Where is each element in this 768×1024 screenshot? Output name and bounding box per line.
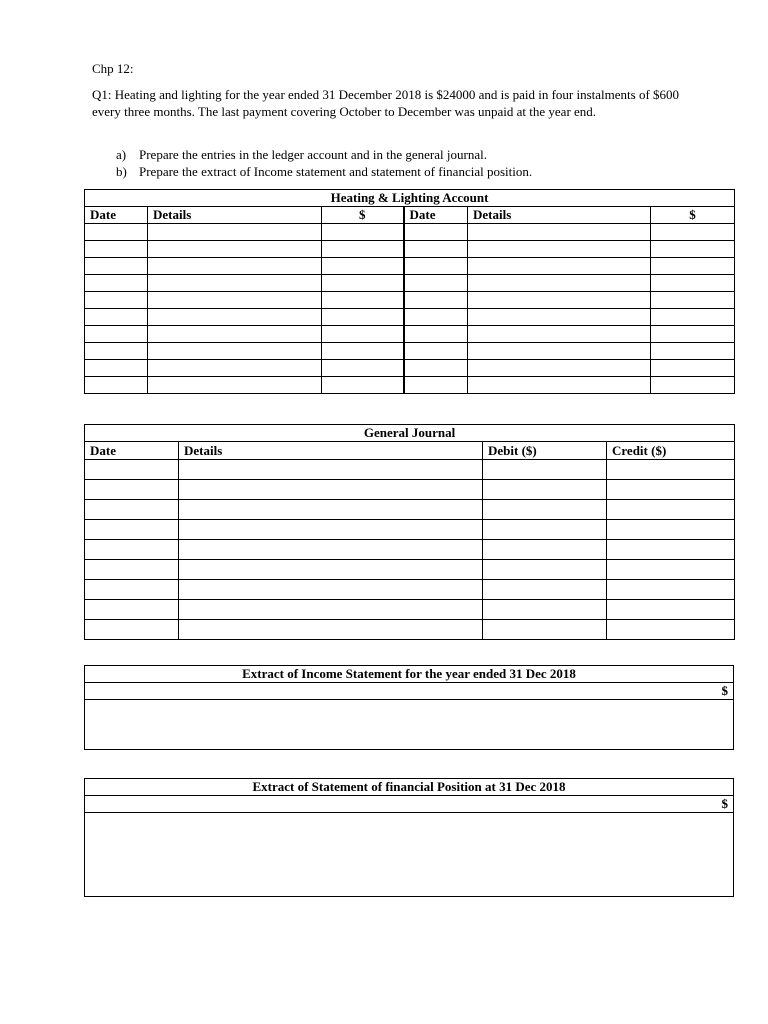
- ledger-cell: [651, 377, 735, 394]
- ledger-cell: [322, 292, 404, 309]
- journal-cell: [85, 580, 179, 600]
- ledger-cell: [468, 258, 651, 275]
- journal-row: [85, 560, 735, 580]
- ledger-cell: [651, 241, 735, 258]
- journal-cell: [607, 600, 735, 620]
- journal-row: [85, 600, 735, 620]
- ledger-cell: [322, 224, 404, 241]
- ledger-cell: [322, 309, 404, 326]
- ledger-row: [85, 292, 735, 309]
- ledger-cell: [85, 258, 148, 275]
- ledger-cell: [651, 343, 735, 360]
- journal-cell: [607, 460, 735, 480]
- ledger-cell: [85, 292, 148, 309]
- ledger-cell: [322, 275, 404, 292]
- journal-cell: [607, 580, 735, 600]
- ledger-cell: [148, 377, 322, 394]
- ledger-cell: [148, 309, 322, 326]
- journal-cell: [483, 580, 607, 600]
- ledger-cell: [322, 241, 404, 258]
- journal-cell: [607, 500, 735, 520]
- ledger-cell: [322, 377, 404, 394]
- ledger-cell: [404, 275, 468, 292]
- journal-row: [85, 580, 735, 600]
- journal-cell: [85, 460, 179, 480]
- journal-cell: [85, 540, 179, 560]
- ledger-cell: [85, 275, 148, 292]
- ledger-cell: [468, 241, 651, 258]
- ledger-cell: [404, 292, 468, 309]
- journal-cell: [607, 560, 735, 580]
- ledger-cell: [651, 292, 735, 309]
- ledger-cell: [85, 224, 148, 241]
- journal-header-details: Details: [179, 442, 483, 460]
- journal-cell: [483, 500, 607, 520]
- journal-cell: [607, 480, 735, 500]
- journal-cell: [483, 520, 607, 540]
- ledger-cell: [651, 258, 735, 275]
- income-extract-currency: $: [85, 683, 734, 700]
- ledger-header-date-debit: Date: [85, 207, 148, 224]
- journal-cell: [85, 520, 179, 540]
- journal-cell: [179, 620, 483, 640]
- income-statement-extract: [84, 665, 734, 750]
- ledger-row: [85, 275, 735, 292]
- ledger-cell: [404, 343, 468, 360]
- journal-cell: [85, 500, 179, 520]
- journal-cell: [85, 560, 179, 580]
- ledger-cell: [468, 360, 651, 377]
- ledger-cell: [651, 224, 735, 241]
- journal-row: [85, 540, 735, 560]
- journal-cell: [179, 600, 483, 620]
- journal-cell: [483, 620, 607, 640]
- position-extract-title: Extract of Statement of financial Position at 31 Dec 2018: [85, 779, 734, 796]
- ledger-cell: [85, 326, 148, 343]
- ledger-cell: [148, 343, 322, 360]
- question-text: Q1: Heating and lighting for the year ended 31 December 2018 is $24000 and is paid in four instalments of $600 every three months. The last payment covering October to December was unpaid at the year end.: [92, 87, 680, 119]
- ledger-cell: [468, 326, 651, 343]
- ledger-cell: [148, 224, 322, 241]
- financial-position-extract: [84, 778, 734, 897]
- journal-header-credit: Credit ($): [607, 442, 735, 460]
- ledger-cell: [148, 258, 322, 275]
- journal-title: General Journal: [85, 425, 735, 442]
- journal-cell: [179, 540, 483, 560]
- ledger-row: [85, 377, 735, 394]
- position-extract-body: [85, 813, 734, 897]
- ledger-cell: [468, 292, 651, 309]
- ledger-cell: [468, 377, 651, 394]
- ledger-cell: [651, 309, 735, 326]
- task-item-a: [116, 146, 487, 163]
- journal-cell: [179, 480, 483, 500]
- ledger-header-details-credit: Details: [468, 207, 651, 224]
- journal-cell: [179, 520, 483, 540]
- ledger-cell: [404, 241, 468, 258]
- ledger-cell: [651, 326, 735, 343]
- journal-cell: [483, 600, 607, 620]
- journal-cell: [607, 620, 735, 640]
- ledger-cell: [148, 326, 322, 343]
- ledger-row: [85, 343, 735, 360]
- ledger-cell: [404, 309, 468, 326]
- journal-row: [85, 620, 735, 640]
- ledger-cell: [404, 326, 468, 343]
- ledger-header-amount-credit: $: [651, 207, 735, 224]
- ledger-cell: [322, 360, 404, 377]
- ledger-cell: [468, 309, 651, 326]
- journal-cell: [483, 560, 607, 580]
- journal-row: [85, 500, 735, 520]
- journal-cell: [179, 580, 483, 600]
- ledger-header-row: [85, 207, 735, 224]
- ledger-cell: [85, 241, 148, 258]
- ledger-cell: [404, 360, 468, 377]
- journal-row: [85, 520, 735, 540]
- ledger-row: [85, 360, 735, 377]
- ledger-cell: [322, 258, 404, 275]
- ledger-row: [85, 224, 735, 241]
- ledger-row: [85, 241, 735, 258]
- ledger-account-table: [84, 189, 735, 394]
- ledger-cell: [85, 309, 148, 326]
- ledger-cell: [148, 241, 322, 258]
- journal-cell: [85, 620, 179, 640]
- ledger-cell: [468, 224, 651, 241]
- ledger-cell: [651, 275, 735, 292]
- ledger-cell: [404, 258, 468, 275]
- ledger-cell: [322, 343, 404, 360]
- journal-cell: [179, 500, 483, 520]
- ledger-cell: [148, 292, 322, 309]
- ledger-header-details-debit: Details: [148, 207, 322, 224]
- ledger-cell: [148, 275, 322, 292]
- ledger-row: [85, 326, 735, 343]
- ledger-cell: [404, 377, 468, 394]
- journal-cell: [179, 460, 483, 480]
- journal-cell: [483, 480, 607, 500]
- journal-header-debit: Debit ($): [483, 442, 607, 460]
- journal-cell: [607, 520, 735, 540]
- journal-header-date: Date: [85, 442, 179, 460]
- journal-header-row: [85, 442, 735, 460]
- chapter-heading: Chp 12:: [92, 61, 134, 76]
- journal-cell: [85, 600, 179, 620]
- general-journal-table: [84, 424, 735, 640]
- task-text: Prepare the entries in the ledger account and in the general journal.: [139, 147, 487, 162]
- journal-cell: [85, 480, 179, 500]
- ledger-cell: [468, 275, 651, 292]
- task-marker: b): [116, 164, 127, 179]
- income-extract-body: [85, 700, 734, 750]
- ledger-cell: [148, 360, 322, 377]
- journal-cell: [179, 560, 483, 580]
- ledger-cell: [651, 360, 735, 377]
- journal-cell: [483, 540, 607, 560]
- ledger-row: [85, 309, 735, 326]
- income-extract-title: Extract of Income Statement for the year ended 31 Dec 2018: [85, 666, 734, 683]
- journal-row: [85, 460, 735, 480]
- ledger-header-date-credit: Date: [404, 207, 468, 224]
- journal-cell: [483, 460, 607, 480]
- ledger-cell: [85, 377, 148, 394]
- ledger-cell: [322, 326, 404, 343]
- ledger-title: Heating & Lighting Account: [85, 190, 735, 207]
- ledger-cell: [468, 343, 651, 360]
- journal-row: [85, 480, 735, 500]
- journal-cell: [607, 540, 735, 560]
- task-text: Prepare the extract of Income statement and statement of financial position.: [139, 164, 533, 179]
- task-item-b: [116, 163, 532, 180]
- ledger-row: [85, 258, 735, 275]
- task-marker: a): [116, 147, 127, 162]
- position-extract-currency: $: [85, 796, 734, 813]
- ledger-cell: [85, 343, 148, 360]
- ledger-header-amount-debit: $: [322, 207, 404, 224]
- ledger-cell: [85, 360, 148, 377]
- ledger-cell: [404, 224, 468, 241]
